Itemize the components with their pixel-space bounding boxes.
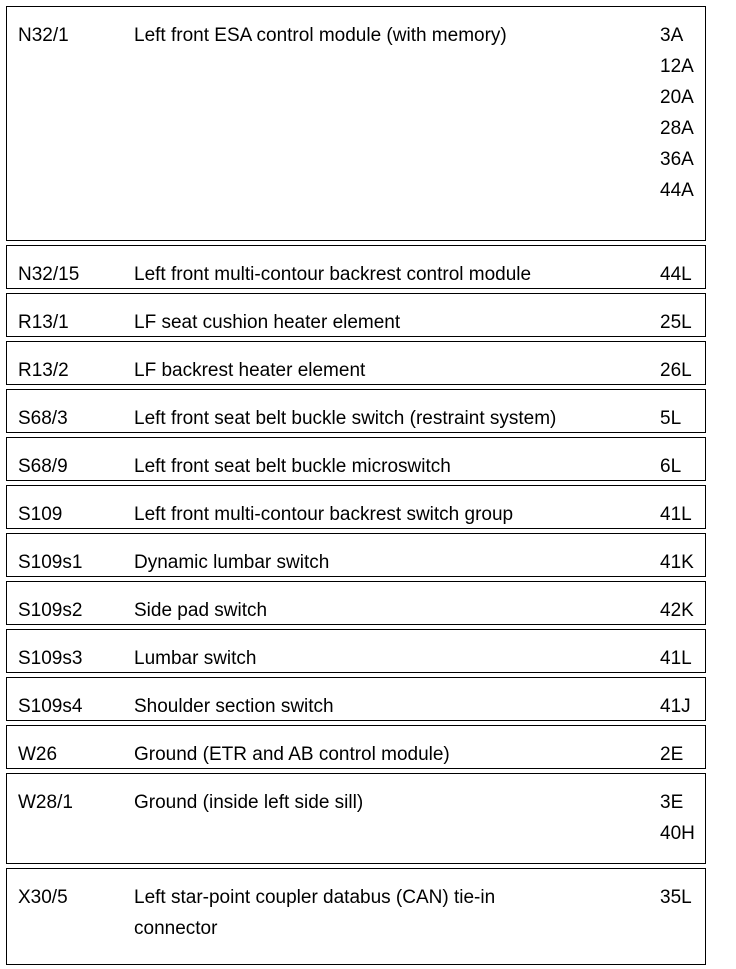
- location-list: [660, 547, 705, 578]
- table-row: [6, 6, 706, 241]
- table-row: [6, 629, 706, 673]
- component-description: Left front seat belt buckle microswitch: [134, 456, 451, 477]
- location-code: 44A: [660, 180, 694, 201]
- location-list: [660, 882, 705, 913]
- component-description: Left front multi-contour backrest control module: [134, 264, 532, 285]
- component-description: LF seat cushion heater element: [134, 312, 401, 333]
- component-code: N32/1: [18, 25, 69, 46]
- location-list: [660, 307, 705, 338]
- location-list: [660, 595, 705, 626]
- location-code: 44L: [660, 264, 692, 285]
- table-row: [6, 868, 706, 965]
- component-description: Shoulder section switch: [134, 696, 334, 717]
- component-code: S109: [18, 504, 63, 525]
- location-code: 41L: [660, 648, 692, 669]
- location-code: 41J: [660, 696, 691, 717]
- table-row: [6, 293, 706, 337]
- table-row: [6, 533, 706, 577]
- location-code: 6L: [660, 456, 682, 477]
- component-description: Side pad switch: [134, 600, 268, 621]
- table-row: [6, 245, 706, 289]
- location-code: 35L: [660, 887, 692, 908]
- location-list: [660, 355, 705, 386]
- location-list: [660, 643, 705, 674]
- location-code: 28A: [660, 118, 694, 139]
- table-row: [6, 341, 706, 385]
- component-table: [6, 6, 706, 969]
- location-code: 2E: [660, 744, 684, 765]
- component-description: Left front ESA control module (with memory): [134, 25, 507, 46]
- component-code: N32/15: [18, 264, 80, 285]
- location-code: 12A: [660, 56, 694, 77]
- location-code: 41K: [660, 552, 694, 573]
- location-code: 3A: [660, 25, 684, 46]
- table-row: [6, 389, 706, 433]
- location-list: [660, 20, 705, 206]
- component-code: R13/2: [18, 360, 69, 381]
- location-list: [660, 403, 705, 434]
- location-list: [660, 691, 705, 722]
- component-description: Left front multi-contour backrest switch group: [134, 504, 514, 525]
- location-code: 41L: [660, 504, 692, 525]
- location-list: [660, 739, 705, 770]
- table-row: [6, 773, 706, 864]
- component-description: Left front seat belt buckle switch (restraint system): [134, 408, 557, 429]
- location-code: 5L: [660, 408, 682, 429]
- component-code: W28/1: [18, 792, 73, 813]
- table-row: [6, 437, 706, 481]
- location-code: 3E: [660, 792, 684, 813]
- location-list: [660, 787, 705, 849]
- component-code: S109s1: [18, 552, 83, 573]
- component-description: Ground (ETR and AB control module): [134, 744, 450, 765]
- location-list: [660, 451, 705, 482]
- component-code: S109s2: [18, 600, 83, 621]
- location-code: 25L: [660, 312, 692, 333]
- location-code: 42K: [660, 600, 694, 621]
- table-row: [6, 485, 706, 529]
- component-code: X30/5: [18, 887, 68, 908]
- component-description: Dynamic lumbar switch: [134, 552, 330, 573]
- component-code: S68/3: [18, 408, 68, 429]
- component-description: Left star-point coupler databus (CAN) tie-in connector: [134, 887, 496, 939]
- table-row: [6, 677, 706, 721]
- location-code: 20A: [660, 87, 694, 108]
- table-row: [6, 725, 706, 769]
- component-code: S68/9: [18, 456, 68, 477]
- location-list: [660, 259, 705, 290]
- component-code: R13/1: [18, 312, 69, 333]
- location-code: 40H: [660, 823, 695, 844]
- location-list: [660, 499, 705, 530]
- table-row: [6, 581, 706, 625]
- component-code: S109s4: [18, 696, 83, 717]
- component-code: S109s3: [18, 648, 83, 669]
- location-code: 26L: [660, 360, 692, 381]
- component-description: LF backrest heater element: [134, 360, 366, 381]
- component-description: Lumbar switch: [134, 648, 257, 669]
- component-description: Ground (inside left side sill): [134, 792, 364, 813]
- location-code: 36A: [660, 149, 694, 170]
- component-code: W26: [18, 744, 58, 765]
